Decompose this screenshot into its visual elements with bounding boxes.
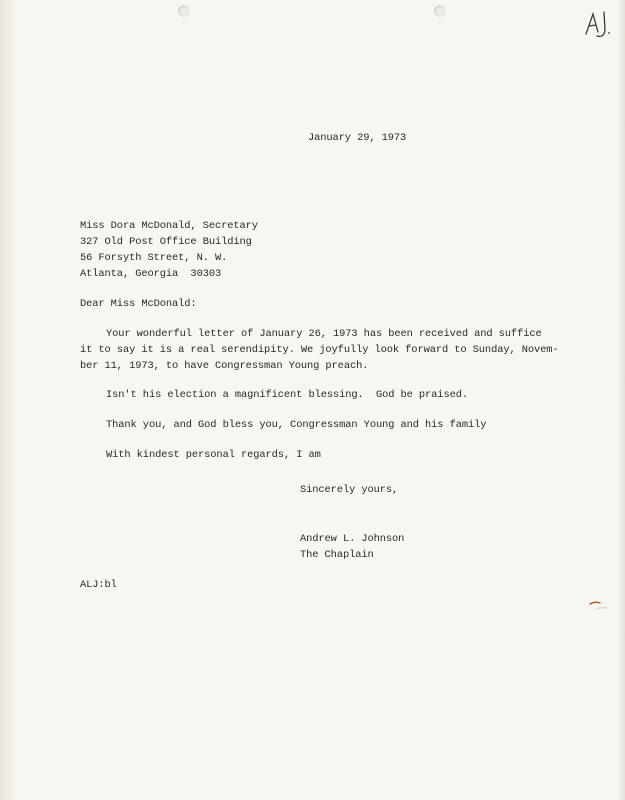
body-paragraph-1-line: Your wonderful letter of January 26, 1973 has been received and suffice: [106, 328, 542, 340]
body-paragraph-2: Isn't his election a magnificent blessing. God be praised.: [106, 389, 468, 401]
recipient-name-line: Miss Dora McDonald, Secretary: [80, 220, 258, 232]
recipient-address-line: 56 Forsyth Street, N. W.: [80, 252, 228, 264]
recipient-address-line: Atlanta, Georgia 30303: [80, 268, 222, 280]
body-paragraph-1-line: it to say it is a real serendipity. We joyfully look forward to Sunday, Novem-: [80, 344, 559, 356]
punch-hole: [434, 5, 446, 17]
paper-blemish: [588, 598, 610, 612]
recipient-address-line: 327 Old Post Office Building: [80, 236, 252, 248]
complimentary-close: Sincerely yours,: [300, 484, 399, 496]
page-right-shadow: [617, 0, 625, 800]
body-paragraph-4: With kindest personal regards, I am: [106, 449, 321, 461]
signer-title: The Chaplain: [300, 549, 374, 561]
handwritten-initials-mark: [582, 6, 618, 42]
letter-date: January 29, 1973: [308, 132, 407, 144]
body-paragraph-3: Thank you, and God bless you, Congressman Young and his family: [106, 419, 487, 431]
reference-initials: ALJ:bl: [80, 579, 117, 591]
signer-name: Andrew L. Johnson: [300, 533, 405, 545]
punch-hole: [178, 5, 190, 17]
body-paragraph-1-line: ber 11, 1973, to have Congressman Young preach.: [80, 360, 369, 372]
page-left-edge: [0, 0, 18, 800]
salutation: Dear Miss McDonald:: [80, 298, 197, 310]
